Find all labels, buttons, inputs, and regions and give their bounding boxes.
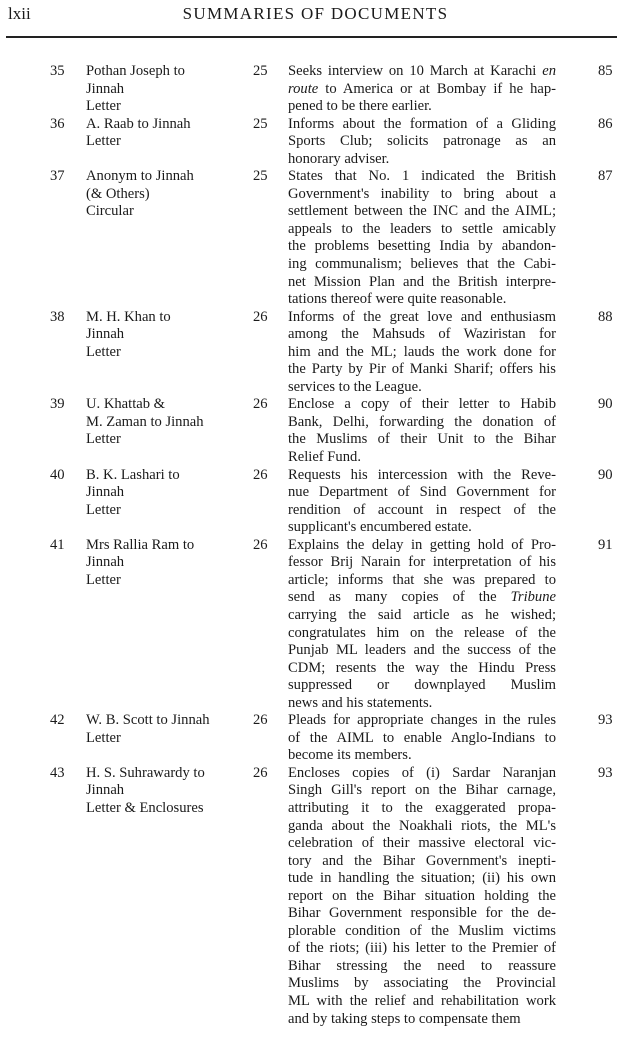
document-summary-list bbox=[0, 63, 631, 1028]
correspondent-line: M. H. Khan to bbox=[86, 308, 171, 325]
document-entry bbox=[0, 467, 631, 537]
entry-summary bbox=[288, 396, 556, 466]
summary-line: news and his statements. bbox=[288, 694, 433, 711]
summary-line: States that No. 1 indicated the British bbox=[288, 168, 556, 185]
summary-line: nue Department of Sind Government for bbox=[288, 484, 556, 501]
entry-page: 86 bbox=[598, 115, 613, 132]
summary-line: suppressed or downplayed Muslim bbox=[288, 677, 556, 694]
entry-page: 93 bbox=[598, 764, 613, 781]
entry-summary bbox=[288, 63, 556, 116]
page-number: lxii bbox=[8, 4, 31, 23]
entry-number: 39 bbox=[50, 396, 65, 413]
entry-date: 26 bbox=[253, 536, 268, 553]
document-entry bbox=[0, 168, 631, 308]
summary-line: and by taking steps to compensate them bbox=[288, 1010, 521, 1027]
entry-page: 91 bbox=[598, 536, 613, 553]
summary-line: net Mission Plan and the British interpre- bbox=[288, 273, 556, 290]
summary-line: the problems besetting India by abandon- bbox=[288, 238, 556, 255]
entry-date: 26 bbox=[253, 308, 268, 325]
entry-date: 25 bbox=[253, 168, 268, 185]
document-entry bbox=[0, 396, 631, 466]
running-head: SUMMARIES OF DOCUMENTS bbox=[182, 4, 449, 23]
summary-line: tations thereof were quite reasonable. bbox=[288, 291, 507, 308]
entry-correspondents bbox=[86, 765, 251, 818]
entry-number: 35 bbox=[50, 63, 65, 79]
correspondent-line: Letter bbox=[86, 98, 121, 115]
summary-line: CDM; resents the way the Hindu Press bbox=[288, 659, 556, 676]
entry-summary bbox=[288, 765, 556, 1028]
correspondent-line: Letter bbox=[86, 501, 121, 518]
entry-number: 38 bbox=[50, 308, 65, 325]
summary-line: Bank, Delhi, forwarding the donation of bbox=[288, 413, 556, 430]
entry-correspondents bbox=[86, 63, 251, 116]
summary-line: Pleads for appropriate changes in the rules bbox=[288, 712, 556, 729]
summary-line: congratulates him on the release of the bbox=[288, 624, 556, 641]
entry-number: 37 bbox=[50, 168, 65, 185]
entry-summary bbox=[288, 116, 556, 169]
summary-line: Informs of the great love and enthusiasm bbox=[288, 308, 556, 325]
correspondent-line: Jinnah bbox=[86, 554, 125, 571]
entry-summary bbox=[288, 712, 556, 765]
entry-date: 25 bbox=[253, 115, 268, 132]
summary-line: Bihar Government responsible for the de- bbox=[288, 905, 556, 922]
document-entry bbox=[0, 537, 631, 712]
summary-line: Punjab ML leaders and the success of the bbox=[288, 642, 556, 659]
entry-page: 88 bbox=[598, 308, 613, 325]
entry-correspondents bbox=[86, 168, 251, 221]
summary-line: ing communalism; believes that the Cabi- bbox=[288, 256, 556, 273]
correspondent-line: Jinnah bbox=[86, 484, 125, 501]
summary-line: services to the League. bbox=[288, 378, 422, 395]
correspondent-line: Letter bbox=[86, 431, 121, 448]
entry-number: 40 bbox=[50, 466, 65, 483]
summary-line: among the Mahsuds of Waziristan for bbox=[288, 326, 556, 343]
correspondent-line: U. Khattab & bbox=[86, 396, 166, 413]
entry-page: 93 bbox=[598, 712, 613, 729]
entry-number: 41 bbox=[50, 536, 65, 553]
correspondent-line: Jinnah bbox=[86, 80, 125, 97]
summary-line: article; informs that she was prepared to bbox=[288, 571, 556, 588]
entry-correspondents bbox=[86, 712, 251, 747]
entry-date: 25 bbox=[253, 63, 268, 79]
header-rule bbox=[6, 36, 617, 38]
summary-line: attributing it to the exaggerated propa- bbox=[288, 799, 556, 816]
entry-correspondents bbox=[86, 116, 251, 151]
summary-line: fessor Brij Narain for interpretation of his bbox=[288, 554, 556, 571]
correspondent-line: Letter bbox=[86, 133, 121, 150]
document-entry bbox=[0, 116, 631, 169]
summary-line: Muslims by associating the Provincial bbox=[288, 975, 556, 992]
correspondent-line: B. K. Lashari to bbox=[86, 466, 180, 483]
summary-line: report on the Bihar situation holding the bbox=[288, 887, 556, 904]
correspondent-line: Jinnah bbox=[86, 782, 125, 799]
entry-correspondents bbox=[86, 537, 251, 590]
summary-line: the Party by Pir of Manki Sharif; offers his bbox=[288, 361, 556, 378]
summary-line: Singh Gill's report on the Bihar carnage, bbox=[288, 782, 556, 799]
entry-summary bbox=[288, 309, 556, 397]
summary-line: supplicant's encumbered estate. bbox=[288, 519, 472, 536]
entry-number: 43 bbox=[50, 764, 65, 781]
summary-line: tory and the Bihar Government's inepti- bbox=[288, 852, 556, 869]
summary-line: send as many copies of the Tribune bbox=[288, 589, 556, 606]
summary-line: tude in handling the situation; (ii) his own bbox=[288, 870, 556, 887]
correspondent-line: Anonym to Jinnah bbox=[86, 168, 194, 185]
entry-summary bbox=[288, 467, 556, 537]
entry-date: 26 bbox=[253, 466, 268, 483]
entry-date: 26 bbox=[253, 396, 268, 413]
summary-line: route to America or at Bombay if he hap- bbox=[288, 80, 556, 97]
summary-line: ganda about the Noakhali riots, the ML's bbox=[288, 817, 556, 834]
summary-line: become its members. bbox=[288, 747, 412, 764]
entry-summary bbox=[288, 168, 556, 308]
entry-page: 85 bbox=[598, 63, 613, 79]
document-entry bbox=[0, 63, 631, 116]
document-entry bbox=[0, 765, 631, 1028]
correspondent-line: A. Raab to Jinnah bbox=[86, 115, 191, 132]
summary-line: Explains the delay in getting hold of Pro- bbox=[288, 536, 556, 553]
correspondent-line: Mrs Rallia Ram to bbox=[86, 536, 195, 553]
summary-line: of the AIML to enable Anglo-Indians to bbox=[288, 729, 556, 746]
entry-number: 36 bbox=[50, 115, 65, 132]
summary-line: Enclose a copy of their letter to Habib bbox=[288, 396, 556, 413]
summary-line: Encloses copies of (i) Sardar Naranjan bbox=[288, 764, 556, 781]
summary-line: celebration of their massive electoral vic- bbox=[288, 835, 556, 852]
summary-line: honorary adviser. bbox=[288, 150, 390, 167]
entry-correspondents bbox=[86, 309, 251, 362]
summary-line: of the riots; (iii) his letter to the Premier of bbox=[288, 940, 556, 957]
entry-page: 90 bbox=[598, 466, 613, 483]
correspondent-line: Pothan Joseph to bbox=[86, 63, 185, 79]
entry-page: 90 bbox=[598, 396, 613, 413]
summary-line: Requests his intercession with the Reve- bbox=[288, 466, 556, 483]
correspondent-line: M. Zaman to Jinnah bbox=[86, 413, 204, 430]
summary-line: pened to be there earlier. bbox=[288, 98, 432, 115]
summary-line: plorable condition of the Muslim victims bbox=[288, 922, 556, 939]
summary-line: appeals to the leaders to settle amicably bbox=[288, 220, 556, 237]
summary-line: Seeks interview on 10 March at Karachi en bbox=[288, 63, 556, 79]
summary-line: rendition of account in respect of the bbox=[288, 501, 556, 518]
entry-date: 26 bbox=[253, 764, 268, 781]
entry-page: 87 bbox=[598, 168, 613, 185]
summary-line: Sports Club; solicits patronage as an bbox=[288, 133, 556, 150]
summary-line: Government's inability to bring about a bbox=[288, 185, 556, 202]
correspondent-line: W. B. Scott to Jinnah bbox=[86, 712, 210, 729]
correspondent-line: Letter bbox=[86, 343, 121, 360]
document-entry bbox=[0, 309, 631, 397]
entry-summary bbox=[288, 537, 556, 712]
summary-line: carrying the said article as he wished; bbox=[288, 606, 556, 623]
summary-line: him and the ML; lauds the work done for bbox=[288, 343, 556, 360]
summary-line: settlement between the INC and the AIML; bbox=[288, 203, 556, 220]
document-entry bbox=[0, 712, 631, 765]
summary-line: ML with the relief and rehabilitation work bbox=[288, 992, 556, 1009]
correspondent-line: Jinnah bbox=[86, 326, 125, 343]
summary-line: the Muslims of their Unit to the Bihar bbox=[288, 431, 556, 448]
correspondent-line: (& Others) bbox=[86, 185, 150, 202]
correspondent-line: H. S. Suhrawardy to bbox=[86, 764, 205, 781]
entry-date: 26 bbox=[253, 712, 268, 729]
summary-line: Informs about the formation of a Gliding bbox=[288, 115, 556, 132]
summary-line: Bihar stressing the need to reassure bbox=[288, 957, 556, 974]
correspondent-line: Circular bbox=[86, 203, 134, 220]
correspondent-line: Letter bbox=[86, 571, 121, 588]
correspondent-line: Letter bbox=[86, 729, 121, 746]
correspondent-line: Letter & Enclosures bbox=[86, 799, 204, 816]
entry-correspondents bbox=[86, 396, 251, 449]
entry-correspondents bbox=[86, 467, 251, 520]
summary-line: Relief Fund. bbox=[288, 449, 361, 466]
entry-number: 42 bbox=[50, 712, 65, 729]
